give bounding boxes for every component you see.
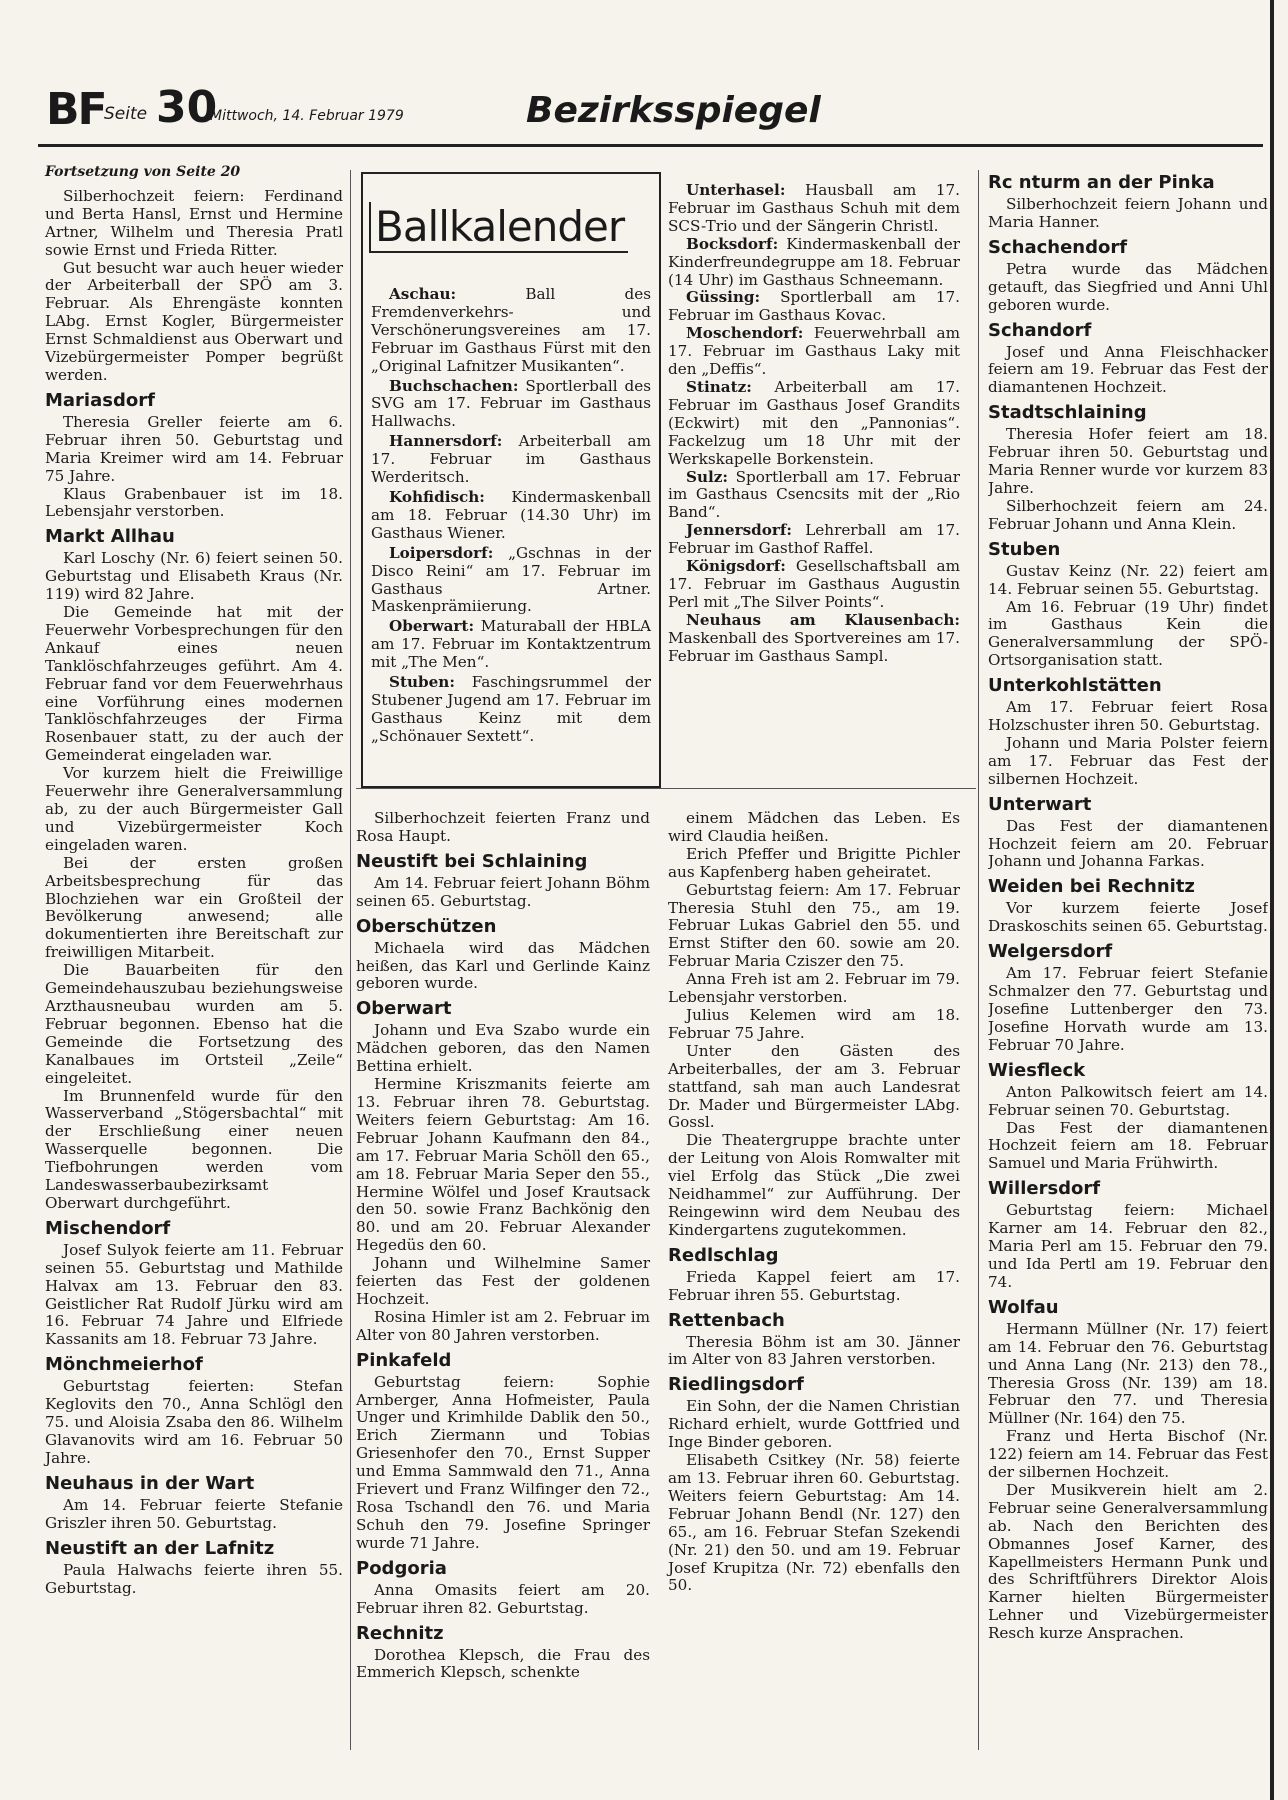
paragraph: Geburtstag feiern: Sophie Arnberger, Anna Hofmeister, Paula Unger und Krimhilde Dablik den 50., Erich Ziermann und Tobias Griesenhofer den 70., Ernst Supper und Emma Sammwald den 71., Anna Frievert und Franz Wilfinger den 72., Rosa Tschandl den 76. und Maria Schuh den 79. Josefine Springer wurde 71 Jahre. (356, 1372, 650, 1552)
place-heading: Riedlingsdorf (668, 1374, 804, 1396)
article-column-3 (668, 810, 960, 1595)
ballkalender-list-continued (668, 182, 960, 665)
column-rule (350, 170, 351, 1750)
paragraph: Josef Sulyok feierte am 11. Februar seinen 55. Geburtstag und Mathilde Halvax am 13. Februar den 83. Geistlicher Rat Rudolf Jürku wird am 16. Februar 74 Jahre und Elfriede Kassanits am 18. Februar 73 Jahre. (45, 1240, 343, 1349)
place-heading: Schandorf (988, 319, 1092, 341)
paragraph: Johann und Wilhelmine Samer feierten das Fest der goldenen Hochzeit. (356, 1254, 650, 1308)
ball-entry: Stinatz: Arbeiterball am 17. Februar im Gasthaus Josef Grandits (Eckwirt) mit den „Pannonias“. Fackelzug um 18 Uhr mit der Werkskapelle Borkenstein. (668, 377, 960, 468)
paragraph: Hermann Müllner (Nr. 17) feiert am 14. Februar den 76. Geburtstag und Anna Lang (Nr. 213) den 78., Theresia Gross (Nr. 139) am 18. Februar den 77. und Theresia Müllner (Nr. 164) den 75. (988, 1319, 1268, 1428)
place-heading: Wiesfleck (988, 1059, 1086, 1081)
place-heading: Welgersdorf (988, 941, 1113, 963)
continuation-note: Fortsetzung von Seite 20 (45, 164, 241, 180)
paragraph: Silberhochzeit feiern: Ferdinand und Berta Hansl, Ernst und Hermine Artner, Wilhelm und Theresia Pratl sowie Ernst und Frieda Ritter. (45, 186, 343, 259)
ball-entry: Hannersdorf: Arbeiterball am 17. Februar im Gasthaus Werderitsch. (371, 432, 651, 487)
paragraph: Der Musikverein hielt am 2. Februar seine Generalversammlung ab. Nach den Berichten des Obmannes Josef Karner, des Kapellmeisters Hermann Punk und des Schriftführers Direktor Alois Karner hielten Bürgermeister Lehner und Vizebürgermeister Resch kurze Ansprachen. (988, 1480, 1268, 1643)
paragraph: Theresia Greller feierte am 6. Februar ihren 50. Geburtstag und Maria Kreimer wird am 14. Februar 75 Jahre. (45, 412, 343, 485)
page-header (38, 84, 1263, 147)
paragraph: Johann und Maria Polster feiern am 17. Februar das Fest der silbernen Hochzeit. (988, 733, 1268, 788)
paragraph: Die Bauarbeiten für den Gemeindehauszubau beziehungsweise Arzthausneubau wurden am 5. Februar begonnen. Ebenso hat die Gemeinde die Fortsetzung des Kanalbaues im Ortsteil „Zeile“ eingeleitet. (45, 961, 343, 1087)
paragraph: Silberhochzeit feierten Franz und Rosa Haupt. (356, 809, 650, 845)
ball-entry: Stuben: Faschingsrummel der Stubener Jugend am 17. Februar im Gasthaus Keinz mit dem „Schönauer Sextett“. (371, 673, 651, 745)
paragraph: Frieda Kappel feiert am 17. Februar ihren 55. Geburtstag. (668, 1267, 960, 1304)
place-heading: Schachendorf (988, 236, 1128, 258)
place-heading: Mischendorf (45, 1217, 171, 1239)
paragraph: Theresia Hofer feiert am 18. Februar ihren 50. Geburtstag und Maria Renner wurde vor kurzem 83 Jahre. (988, 425, 1268, 497)
paragraph: Am 16. Februar (19 Uhr) findet im Gasthaus Kein die Generalversammlung der SPÖ-Ortsorganisation statt. (988, 597, 1268, 670)
paragraph: Anna Omasits feiert am 20. Februar ihren 82. Geburtstag. (356, 1580, 650, 1617)
paragraph: Vor kurzem feierte Josef Draskoschits seinen 65. Geburtstag. (988, 899, 1268, 936)
paragraph: Im Brunnenfeld wurde für den Wasserverband „Stögersbachtal“ mit der Erschließung einer neuen Wasserquelle begonnen. Die Tiefbohrungen werden vom Landeswasserbaubezirksamt Oberwart durchgeführt. (45, 1086, 343, 1212)
place-heading: Markt Allhau (45, 526, 175, 548)
paragraph: Anna Freh ist am 2. Februar im 79. Lebensjahr verstorben. (668, 970, 960, 1007)
page-edge (1270, 0, 1274, 1800)
ball-entry: Aschau: Ball des Fremdenverkehrs- und Verschönerungsvereines am 17. Februar im Gasthaus Fürst mit den „Original Lafnitzer Musikanten“. (371, 285, 651, 375)
place-heading: Weiden bei Rechnitz (988, 876, 1195, 898)
place-heading: Willersdorf (988, 1178, 1101, 1200)
paragraph: Gut besucht war auch heuer wieder der Arbeiterball der SPÖ am 3. Februar. Als Ehrengäste konnten LAbg. Ernst Kogler, Bürgermeister Ernst Schmaldienst aus Oberwart und Vizebürgermeister Pomper begrüßt werden. (45, 258, 343, 384)
page-number: 30 (156, 82, 218, 133)
paper-logo: BF (46, 84, 106, 135)
column-rule (978, 170, 979, 1750)
paragraph: Geburtstag feiern: Am 17. Februar Theresia Stuhl den 75., am 19. Februar Lukas Gabriel den 55. und Ernst Stifter den 60. sowie am 20. Februar Maria Cziszer den 75. (668, 880, 960, 971)
paragraph: Unter den Gästen des Arbeiterballes, der am 3. Februar stattfand, sah man auch Landesrat Dr. Mader und Bürgermeister LAbg. Gossl. (668, 1041, 960, 1132)
paragraph: Ein Sohn, der die Namen Christian Richard erhielt, wurde Gottfried und Inge Binder geboren. (668, 1397, 960, 1452)
paragraph: Hermine Kriszmanits feierte am 13. Februar ihren 78. Geburtstag. Weiters feiern Geburtstag: Am 16. Februar Johann Kaufmann den 84., am 17. Februar Maria Schöll den 65., am 18. Februar Maria Seper den 55., Hermine Wölfel und Josef Krautsack den 50. sowie Franz Bachkönig den 80. und am 20. Februar Alexander Hegedüs den 60. (356, 1075, 650, 1255)
paragraph: Bei der ersten großen Arbeitsbesprechung für das Blochziehen war ein Großteil der Bevölkerung anwesend; alle dokumentierten ihre Bereitschaft zur freiwilligen Mitarbeit. (45, 853, 343, 962)
paragraph: Am 14. Februar feierte Stefanie Griszler ihren 50. Geburtstag. (45, 1495, 343, 1532)
ball-entry: Jennersdorf: Lehrerball am 17. Februar im Gasthof Raffel. (668, 521, 960, 558)
ball-entry: Buchschachen: Sportlerball des SVG am 17. Februar im Gasthaus Hallwachs. (371, 376, 651, 431)
paragraph: Dorothea Klepsch, die Frau des Emmerich Klepsch, schenkte (356, 1645, 650, 1682)
paragraph: Vor kurzem hielt die Freiwillige Feuerwehr ihre Generalversammlung ab, zu der auch Bürgermeister Gall und Vizebürgermeister Koch eingeladen waren. (45, 764, 343, 854)
issue-date: Mittwoch, 14. Februar 1979 (210, 108, 404, 124)
seite-label: Seite (104, 104, 148, 124)
place-heading: Redlschlag (668, 1244, 779, 1266)
paragraph: Geburtstag feiern: Michael Karner am 14. Februar den 82., Maria Perl am 15. Februar den 79. und Ida Pertl am 19. Februar den 74. (988, 1201, 1268, 1291)
paragraph: Am 14. Februar feiert Johann Böhm seinen 65. Geburtstag. (356, 873, 650, 910)
ball-entry: Loipersdorf: „Gschnas in der Disco Reini“ am 17. Februar im Gasthaus Artner. Maskenprämiierung. (371, 543, 651, 616)
section-title: Bezirksspiegel (526, 90, 821, 131)
ball-entry: Sulz: Sportlerball am 17. Februar im Gasthaus Csencsits mit der „Rio Band“. (668, 467, 960, 522)
paragraph: Franz und Herta Bischof (Nr. 122) feiern am 14. Februar das Fest der silbernen Hochzeit. (988, 1427, 1268, 1482)
paragraph: Die Theatergruppe brachte unter der Leitung von Alois Romwalter mit viel Erfolg das Stück „Die zwei Neidhammel“ zur Aufführung. Der Reingewinn wird dem Neubau des Kindergartens zugutekommen. (668, 1131, 960, 1239)
ballkalender-box (361, 172, 661, 788)
article-column-1 (45, 164, 343, 1597)
place-heading: Stuben (988, 538, 1061, 560)
paragraph: Silberhochzeit feiern am 24. Februar Johann und Anna Klein. (988, 496, 1268, 533)
place-heading: Oberschützen (356, 915, 497, 937)
ballkalender-list (371, 286, 651, 748)
ball-entry: Neuhaus am Klausenbach: Maskenball des Sportvereines am 17. Februar im Gasthaus Sampl. (668, 610, 960, 665)
article-column-2 (356, 810, 650, 1682)
box-rule (356, 788, 976, 789)
place-heading: Wolfau (988, 1296, 1059, 1318)
paragraph: Petra wurde das Mädchen getauft, das Siegfried und Anni Uhl geboren wurde. (988, 259, 1268, 314)
paragraph: Johann und Eva Szabo wurde ein Mädchen geboren, das den Namen Bettina erhielt. (356, 1021, 650, 1076)
paragraph: Elisabeth Csitkey (Nr. 58) feierte am 13. Februar ihren 60. Geburtstag. Weiters feiern Geburtstag: Am 14. Februar Johann Bendl (Nr. 127) den 65., am 16. Februar Stefan Szekendi (Nr. 21) den 50. und am 19. Februar Josef Krupitza (Nr. 72) ebenfalls den 50. (668, 1451, 960, 1595)
place-heading: Rechnitz (356, 1622, 444, 1644)
ball-entry: Oberwart: Maturaball der HBLA am 17. Februar im Kontaktzentrum mit „The Men“. (371, 617, 651, 672)
place-heading: Unterkohlstätten (988, 675, 1162, 697)
place-heading: Mariasdorf (45, 389, 155, 411)
paragraph: Karl Loschy (Nr. 6) feiert seinen 50. Geburtstag und Elisabeth Kraus (Nr. 119) wird 82 Jahre. (45, 549, 343, 604)
paragraph: Rosina Himler ist am 2. Februar im Alter von 80 Jahren verstorben. (356, 1307, 650, 1344)
paragraph: Josef und Anna Fleischhacker feiern am 19. Februar das Fest der diamantenen Hochzeit. (988, 342, 1268, 397)
place-heading: Unterwart (988, 793, 1092, 815)
ball-entry: Unterhasel: Hausball am 17. Februar im Gasthaus Schuh mit dem SCS-Trio und der Sängerin Christl. (668, 181, 960, 235)
place-heading: Podgoria (356, 1557, 447, 1579)
ballkalender-title: Ballkalender (369, 202, 628, 253)
article-column-4 (988, 172, 1268, 1643)
ball-entry: Bocksdorf: Kindermaskenball der Kinderfreundegruppe am 18. Februar (14 Uhr) im Gasthaus Schneemann. (668, 234, 960, 289)
paragraph: Silberhochzeit feiern Johann und Maria Hanner. (988, 195, 1268, 231)
paragraph: Theresia Böhm ist am 30. Jänner im Alter von 83 Jahren verstorben. (668, 1332, 960, 1369)
paragraph: Gustav Keinz (Nr. 22) feiert am 14. Februar seinen 55. Geburtstag. (988, 561, 1268, 598)
place-heading: Neustift an der Lafnitz (45, 1537, 275, 1559)
ball-entry: Königsdorf: Gesellschaftsball am 17. Februar im Gasthaus Augustin Perl mit „The Silver Points“. (668, 557, 960, 611)
paragraph: Paula Halwachs feierte ihren 55. Geburtstag. (45, 1560, 343, 1597)
paragraph: Geburtstag feierten: Stefan Keglovits den 70., Anna Schlögl den 75. und Aloisia Zsaba den 86. Wilhelm Glavanovits wird am 16. Februar 50 Jahre. (45, 1377, 343, 1467)
paragraph: Das Fest der diamantenen Hochzeit feiern am 18. Februar Samuel und Maria Frühwirth. (988, 1118, 1268, 1173)
paragraph: Klaus Grabenbauer ist im 18. Lebensjahr verstorben. (45, 484, 343, 521)
place-heading: Mönchmeierhof (45, 1354, 203, 1376)
ball-entry: Kohfidisch: Kindermaskenball am 18. Februar (14.30 Uhr) im Gasthaus Wiener. (371, 487, 651, 542)
paragraph: Die Gemeinde hat mit der Feuerwehr Vorbesprechungen für den Ankauf eines neuen Tanklöschfahrzeuges geführt. Am 4. Februar fand vor dem Feuerwehrhaus eine Vorführung eines modernen Tanklöschfahrzeuges der Firma Rosenbauer statt, zu der auch der Gemeinderat eingeladen war. (45, 603, 343, 765)
paragraph: Julius Kelemen wird am 18. Februar 75 Jahre. (668, 1005, 960, 1042)
paragraph: Michaela wird das Mädchen heißen, das Karl und Gerlinde Kainz geboren wurde. (356, 938, 650, 993)
place-heading: Rettenbach (668, 1309, 785, 1331)
paragraph: einem Mädchen das Leben. Es wird Claudia heißen. (668, 809, 960, 845)
paragraph: Anton Palkowitsch feiert am 14. Februar seinen 70. Geburtstag. (988, 1082, 1268, 1119)
paragraph: Das Fest der diamantenen Hochzeit feiern am 20. Februar Johann und Johanna Farkas. (988, 816, 1268, 871)
place-heading: Pinkafeld (356, 1349, 452, 1371)
place-heading: Neuhaus in der Wart (45, 1472, 255, 1494)
place-heading: Oberwart (356, 998, 452, 1020)
ball-entry: Moschendorf: Feuerwehrball am 17. Februar im Gasthaus Laky mit den „Deffis“. (668, 324, 960, 379)
ball-entry: Güssing: Sportlerball am 17. Februar im Gasthaus Kovac. (668, 288, 960, 325)
place-heading: Neustift bei Schlaining (356, 850, 588, 872)
paragraph: Am 17. Februar feiert Rosa Holzschuster ihren 50. Geburtstag. (988, 698, 1268, 735)
paragraph: Am 17. Februar feiert Stefanie Schmalzer den 77. Geburtstag und Josefine Luttenberger den 73. Josefine Horvath wurde am 13. Februar 70 Jahre. (988, 964, 1268, 1054)
place-heading: Stadtschlaining (988, 402, 1147, 424)
paragraph: Erich Pfeffer und Brigitte Pichler aus Kapfenberg haben geheiratet. (668, 844, 960, 881)
place-heading: Rc nturm an der Pinka (988, 172, 1215, 193)
